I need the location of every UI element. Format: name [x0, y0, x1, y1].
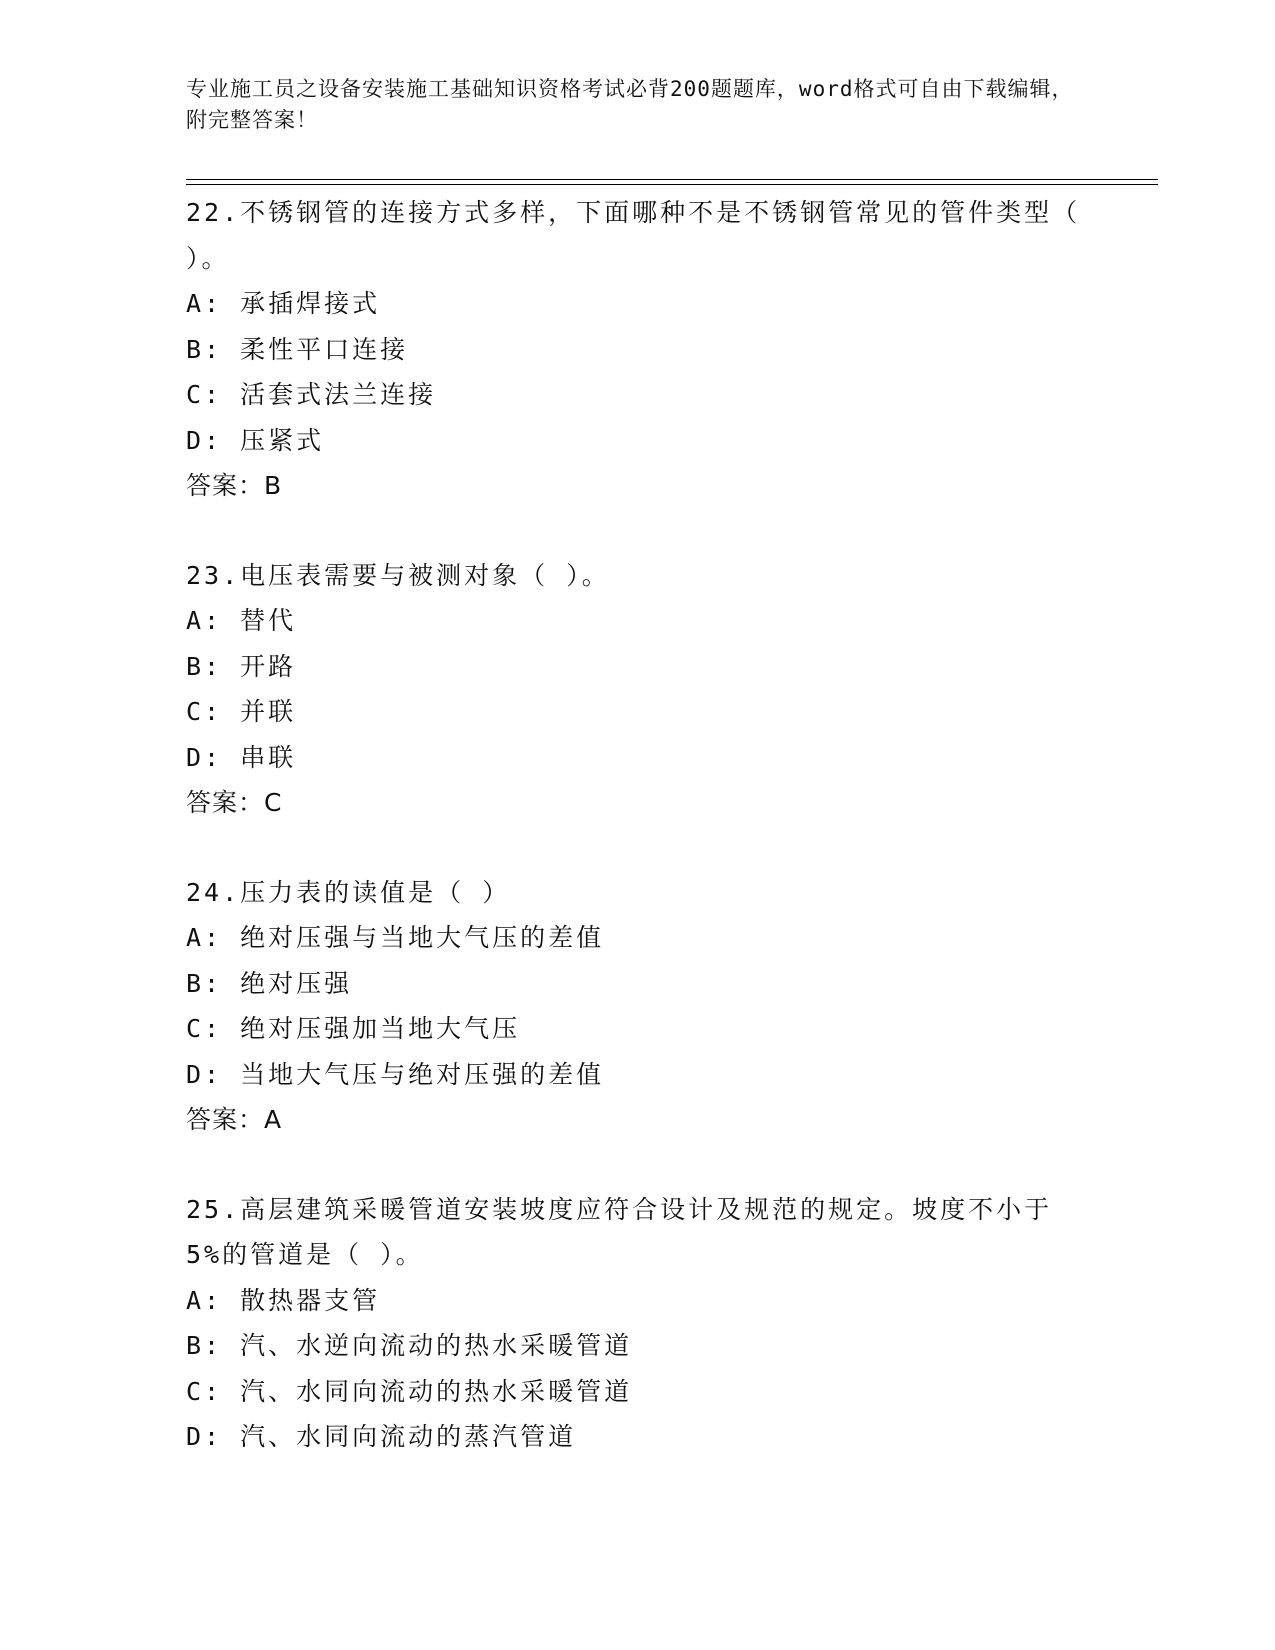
- option-b: B: 绝对压强: [186, 968, 353, 998]
- question-22: [186, 190, 1099, 509]
- answer-line: 答案：C: [186, 788, 283, 817]
- answer-line: 答案：A: [186, 1105, 283, 1134]
- option-b: B: 开路: [186, 651, 297, 681]
- option-a: A: 替代: [186, 606, 297, 635]
- question-24: [186, 870, 1086, 1143]
- option-d: D: 当地大气压与绝对压强的差值: [186, 1059, 605, 1089]
- question-text: 22.不锈钢管的连接方式多样，下面哪种不是不锈钢管常见的管件类型（ ）。: [186, 198, 1099, 273]
- option-d: D: 串联: [186, 742, 297, 772]
- option-d: D: 压紧式: [186, 425, 325, 455]
- header-rule-top: [186, 179, 1158, 180]
- option-a: A: 绝对压强与当地大气压的差值: [186, 923, 605, 952]
- option-a: A: 散热器支管: [186, 1285, 381, 1315]
- header-rule-bottom: [186, 184, 1158, 185]
- question-list: [186, 190, 1099, 1504]
- question-23: [186, 553, 1086, 826]
- question-25: [186, 1187, 1086, 1460]
- option-c: C: 活套式法兰连接: [186, 380, 437, 409]
- option-c: C: 汽、水同向流动的热水采暖管道: [186, 1376, 633, 1406]
- option-b: B: 柔性平口连接: [186, 334, 409, 364]
- option-c: C: 绝对压强加当地大气压: [186, 1014, 521, 1043]
- option-d: D: 汽、水同向流动的蒸汽管道: [186, 1422, 577, 1451]
- question-text: 23.电压表需要与被测对象（ ）。: [186, 560, 610, 590]
- question-text: 24.压力表的读值是（ ）: [186, 877, 511, 907]
- question-text: 25.高层建筑采暖管道安装坡度应符合设计及规范的规定。坡度不小于5%的管道是（ ）。: [186, 1194, 1053, 1269]
- option-c: C: 并联: [186, 697, 297, 726]
- option-a: A: 承插焊接式: [186, 289, 381, 318]
- document-header: 专业施工员之设备安装施工基础知识资格考试必背200题题库，word格式可自由下载编辑，附完整答案！: [186, 77, 1074, 132]
- answer-line: 答案：B: [186, 471, 283, 500]
- option-b: B: 汽、水逆向流动的热水采暖管道: [186, 1331, 633, 1360]
